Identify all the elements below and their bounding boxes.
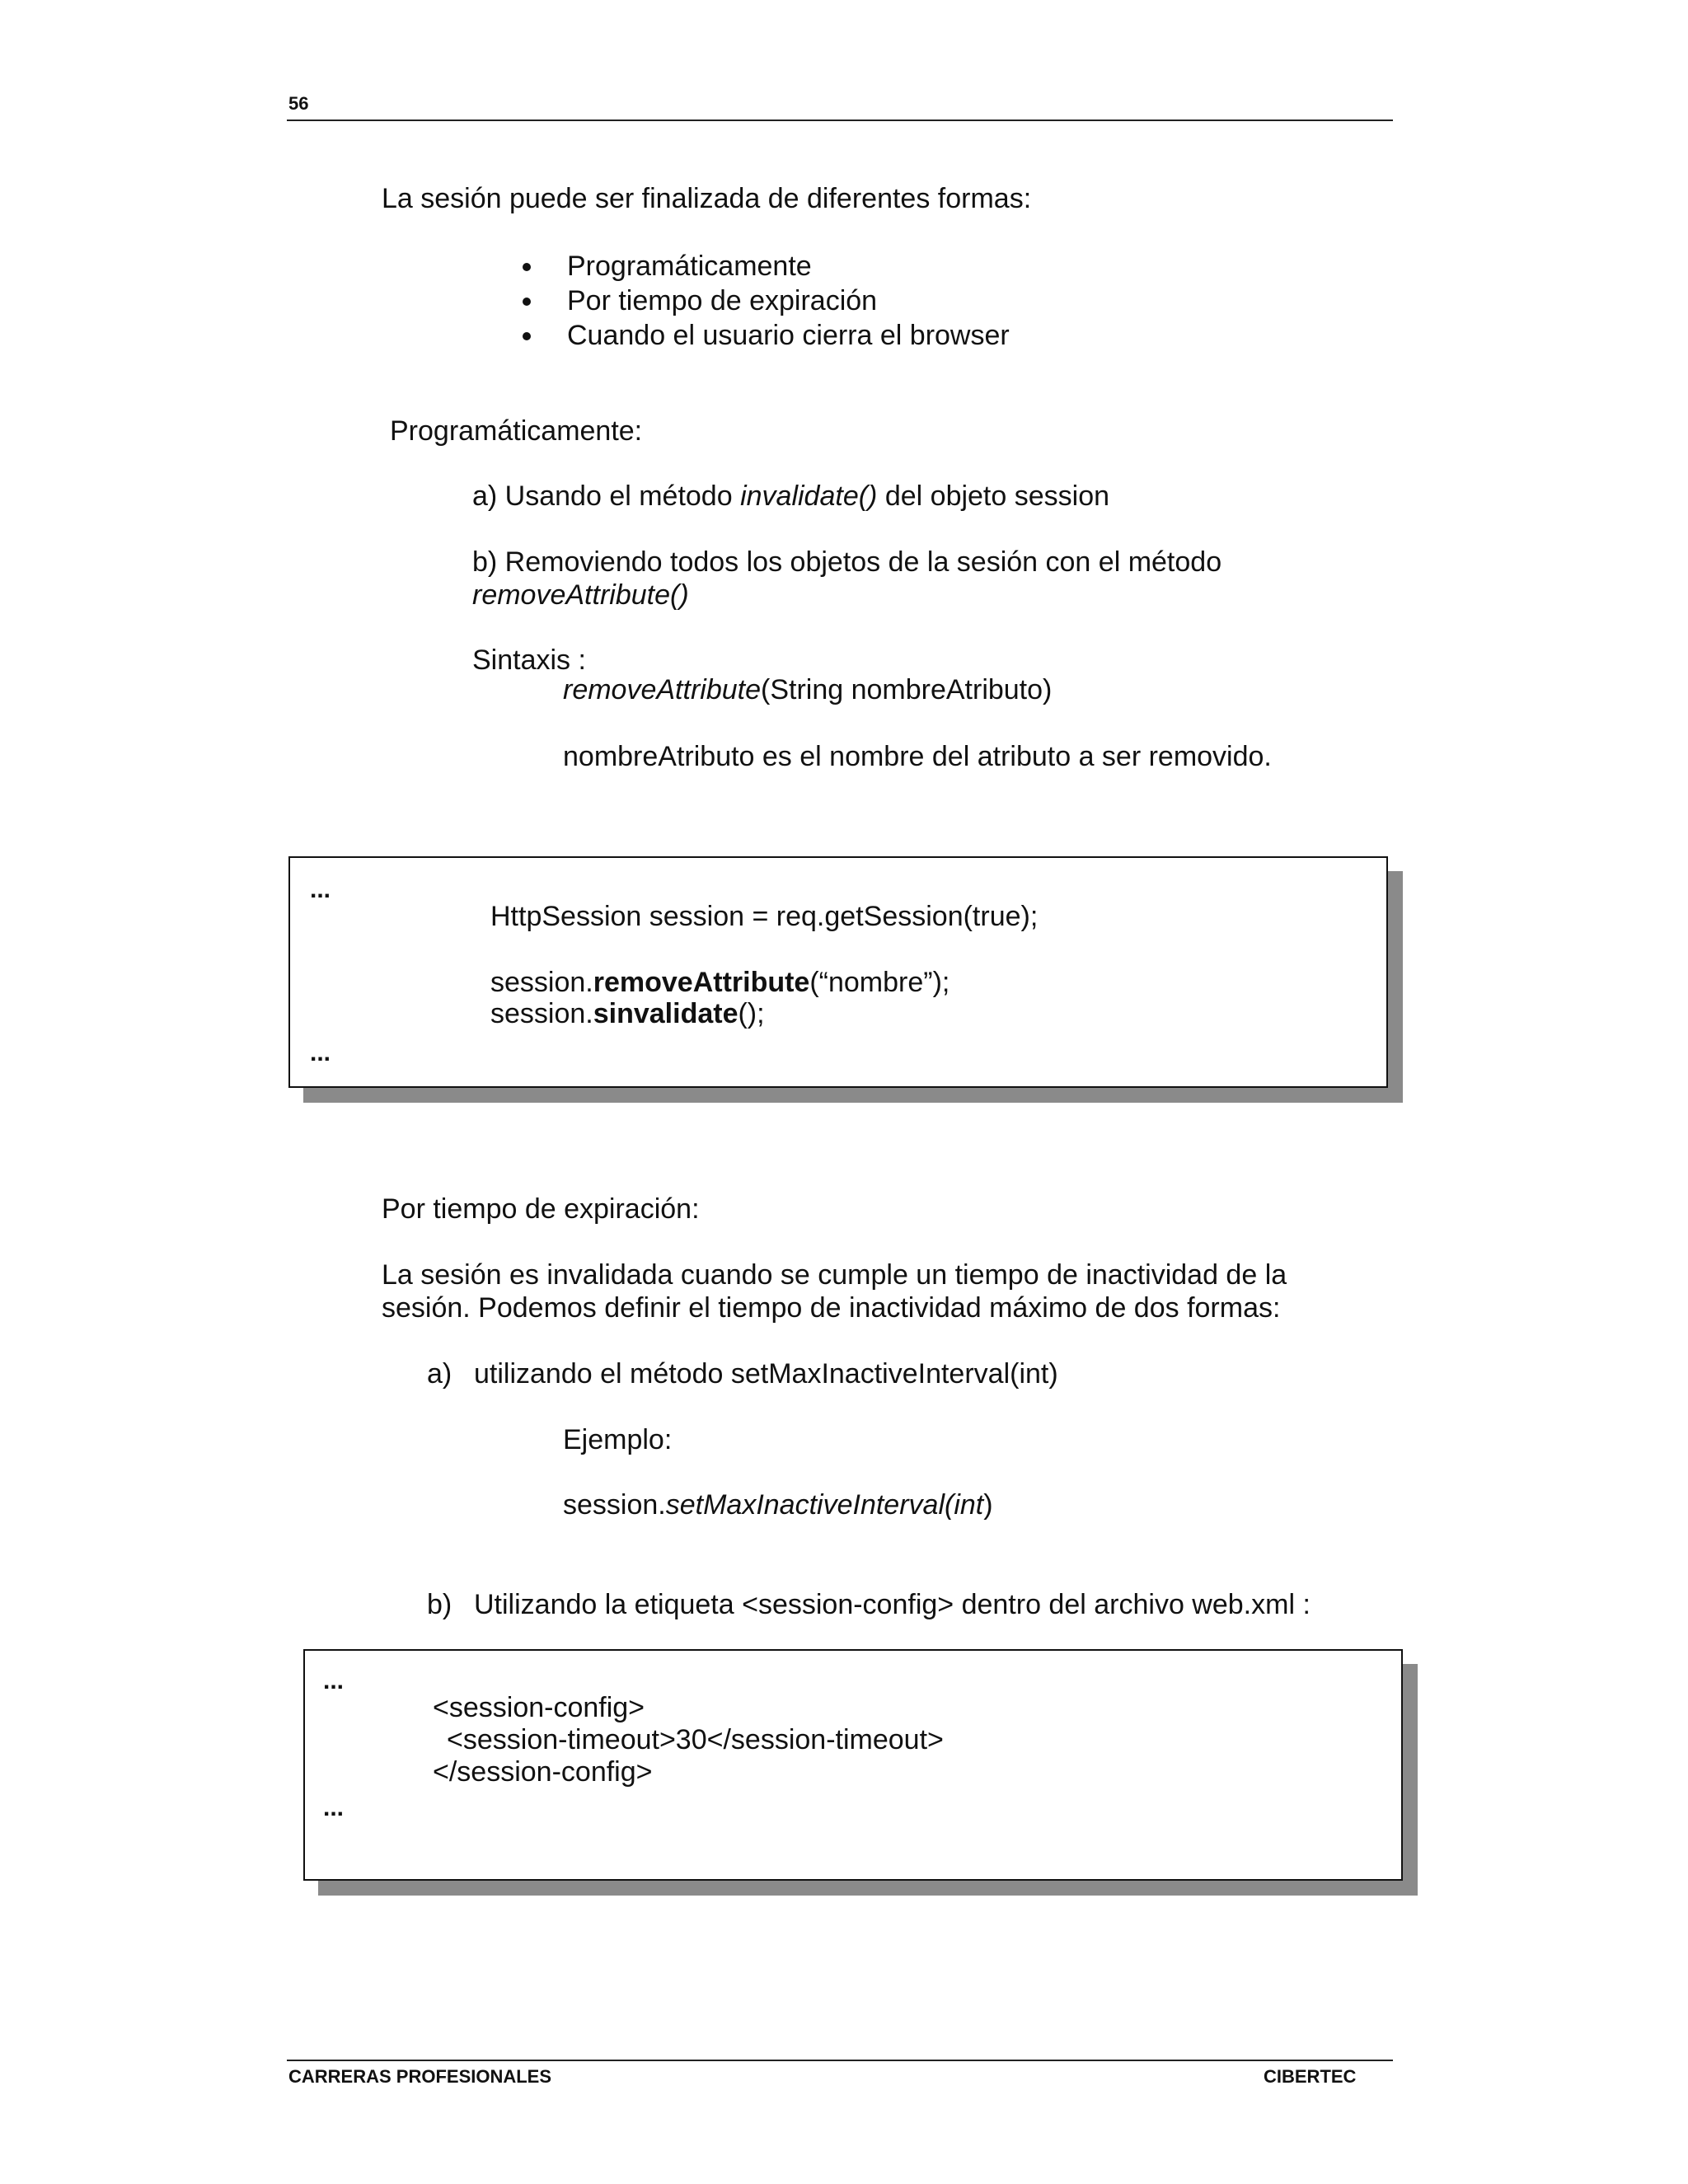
- syntax-description: nombreAtributo es el nombre del atributo a ser removido.: [563, 741, 1272, 772]
- code-line-session-timeout: <session-timeout>30</session-timeout>: [447, 1724, 944, 1755]
- code-line-session-config-open: <session-config>: [433, 1692, 645, 1723]
- programatic-item-b-line1: b) Removiendo todos los objetos de la sesión con el método: [472, 546, 1222, 578]
- code-suffix: ();: [738, 998, 765, 1029]
- item-a-prefix: a) Usando el método: [472, 480, 741, 512]
- footer-rule: [287, 2060, 1393, 2061]
- example-suffix: ): [983, 1489, 993, 1521]
- code-box-session-remove: [288, 856, 1388, 1088]
- code-suffix: (“nombre”);: [809, 967, 950, 998]
- list-item: [511, 284, 1010, 318]
- expiration-paragraph-line1: La sesión es invalidada cuando se cumple un tiempo de inactividad de la: [382, 1259, 1287, 1291]
- code-method: removeAttribute: [593, 967, 810, 998]
- endings-list: [511, 249, 1010, 353]
- bullet-icon: [523, 332, 531, 340]
- example-label: Ejemplo:: [563, 1424, 673, 1455]
- syntax-args: (String nombreAtributo): [761, 674, 1053, 705]
- expiration-heading: Por tiempo de expiración:: [382, 1193, 700, 1225]
- programatic-item-b-line2: removeAttribute(): [472, 579, 689, 611]
- example-method: setMaxInactiveInterval(int: [665, 1489, 984, 1521]
- code-method: sinvalidate: [593, 998, 738, 1029]
- ellipsis-bottom: ...: [310, 1039, 331, 1066]
- expiration-item-b-marker: b): [427, 1589, 452, 1620]
- footer-right: CIBERTEC: [1264, 2066, 1357, 2087]
- example-code: [563, 1488, 993, 1521]
- expiration-item-b-text: Utilizando la etiqueta <session-config> dentro del archivo web.xml :: [474, 1589, 1311, 1620]
- expiration-item-a-marker: a): [427, 1358, 452, 1390]
- expiration-paragraph-line2: sesión. Podemos definir el tiempo de inactividad máximo de dos formas:: [382, 1292, 1281, 1324]
- page-number: 56: [288, 93, 309, 114]
- bullet-icon: [523, 263, 531, 271]
- list-item-label: Por tiempo de expiración: [567, 285, 878, 316]
- example-prefix: session.: [563, 1489, 666, 1521]
- programatic-item-a: [472, 480, 1109, 513]
- intro-text: La sesión puede ser finalizada de diferentes formas:: [382, 183, 1032, 214]
- code-box-session-config: [303, 1649, 1403, 1881]
- ellipsis-top: ...: [323, 1667, 345, 1694]
- code-line-remove-attribute: [490, 966, 950, 999]
- programatic-heading: Programáticamente:: [390, 415, 643, 447]
- bullet-icon: [523, 298, 531, 306]
- syntax-label: Sintaxis :: [472, 644, 586, 676]
- list-item-label: Cuando el usuario cierra el browser: [567, 320, 1010, 351]
- list-item: [511, 249, 1010, 284]
- ellipsis-bottom: ...: [323, 1794, 345, 1821]
- code-prefix: session.: [490, 967, 593, 998]
- syntax-signature: [563, 673, 1052, 706]
- footer-left: CARRERAS PROFESIONALES: [288, 2066, 552, 2087]
- item-a-suffix: del objeto session: [877, 480, 1110, 512]
- code-prefix: session.: [490, 998, 593, 1029]
- code-line-invalidate: [490, 997, 765, 1030]
- code-line-get-session: HttpSession session = req.getSession(true);: [490, 901, 1039, 932]
- ellipsis-top: ...: [310, 876, 331, 903]
- item-a-method: invalidate(): [740, 480, 878, 512]
- code-line-session-config-close: </session-config>: [433, 1756, 653, 1788]
- list-item-label: Programáticamente: [567, 251, 812, 282]
- list-item: [511, 318, 1010, 353]
- header-rule: [287, 120, 1393, 121]
- expiration-item-a-text: utilizando el método setMaxInactiveInterval(int): [474, 1358, 1058, 1390]
- syntax-method: removeAttribute: [563, 674, 761, 705]
